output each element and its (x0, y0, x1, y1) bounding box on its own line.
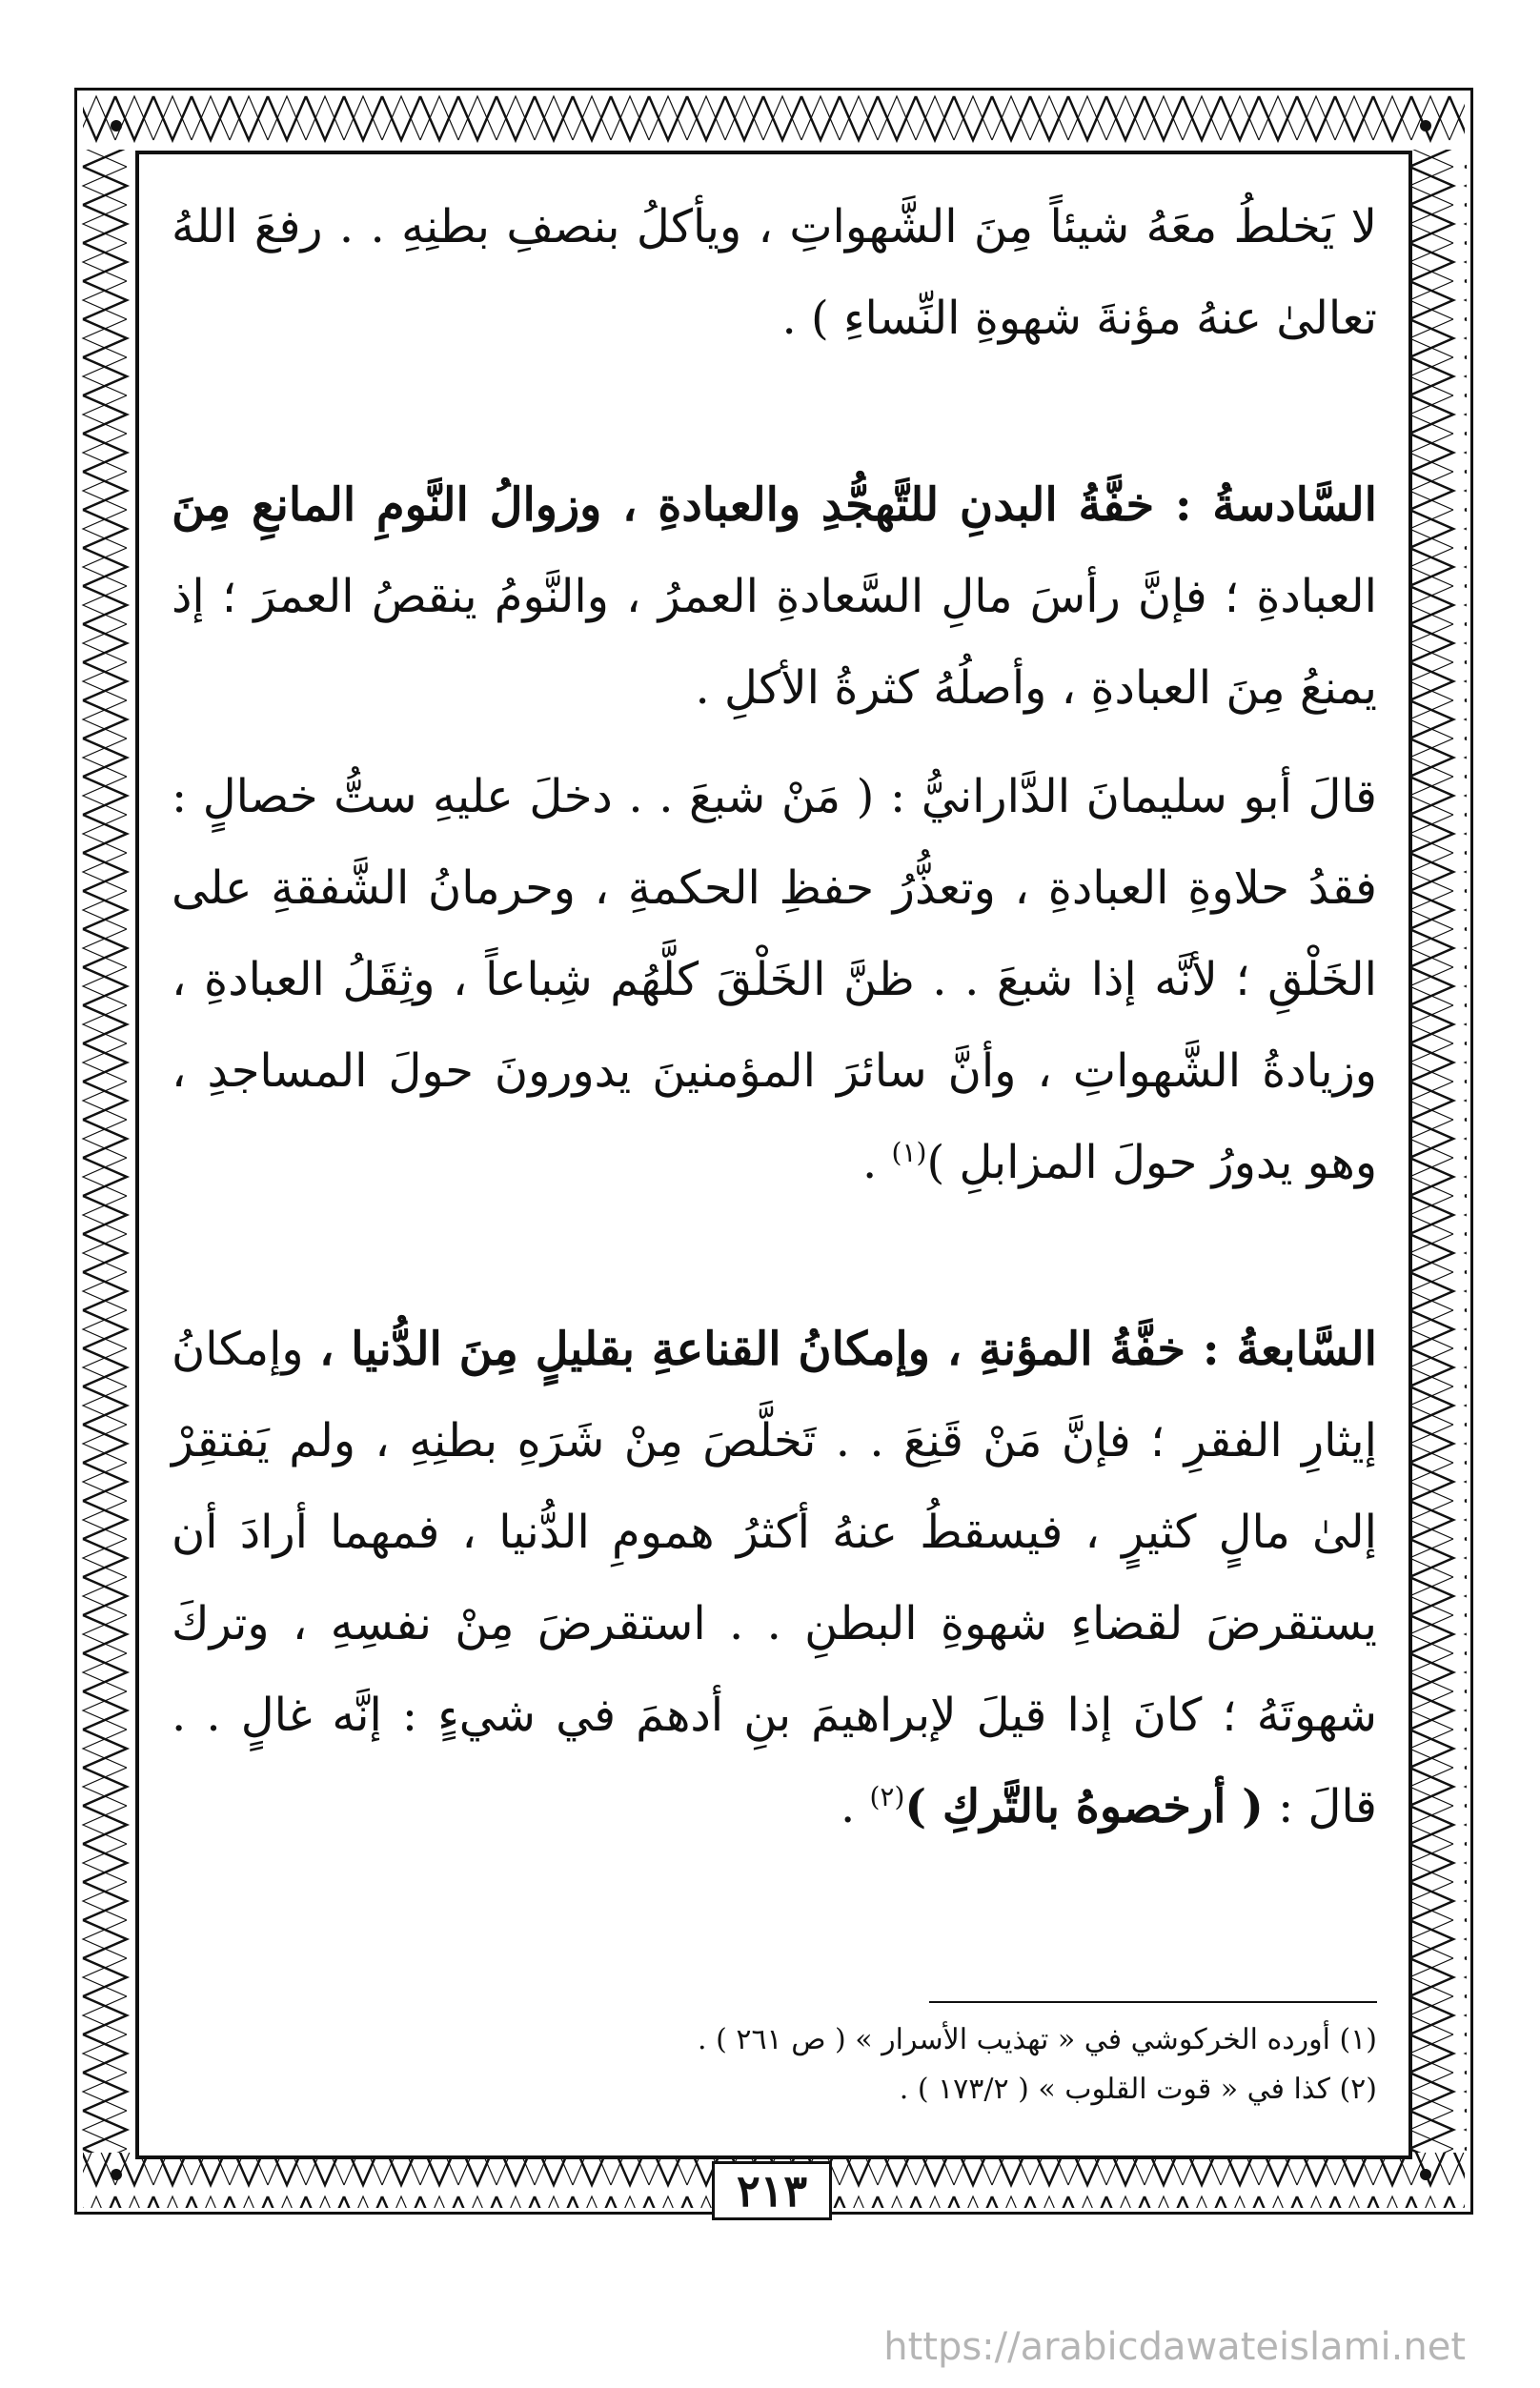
paragraph-1 (172, 181, 1377, 364)
paragraph-4-text: وإمكانُ إيثارِ الفقرِ ؛ فإنَّ مَنْ قَنِعَ . . تَخلَّصَ مِنْ شَرَهِ بطنِهِ ، ولم يَفتقِرْ إلىٰ مالٍ كثيرٍ ، فيسقطُ عنهُ أكثرُ همومِ الدُّنيا ، فمهما أرادَ أن يستقرضَ لقضاءِ شهوةِ البطنِ . . استقرضَ مِنْ نفسِهِ ، وتركَ شهوتَهُ ؛ كانَ إذا قيلَ لإبراهيمَ بنِ أدهمَ في شيءٍ : إنَّه غالٍ . . قالَ : (172, 1323, 1377, 1833)
footnote-1: (١) أورده الخركوشي في « تهذيب الأسرار » ( ص ٢٦١ ) . (698, 2023, 1377, 2056)
corner-ornament (1420, 120, 1431, 132)
footnote-2: (٢) كذا في « قوت القلوب » ( ١٧٣/٢ ) . (899, 2073, 1377, 2106)
watermark-url: https://arabicdawateislami.net (883, 2325, 1466, 2369)
paragraph-4-heading: السَّابعةُ : خفَّةُ المؤنةِ ، وإمكانُ القناعةِ بقليلٍ مِنَ الدُّنيا ، (318, 1323, 1377, 1376)
corner-ornament (111, 2169, 122, 2180)
corner-ornament (111, 120, 122, 132)
paragraph-1-line-2: تعالىٰ عنهُ مؤنةَ شهوةِ النِّساءِ ) . (781, 292, 1377, 345)
paragraph-2-text: العبادةِ ؛ فإنَّ رأسَ مالِ السَّعادةِ العمرُ ، والنَّومُ ينقصُ العمرَ ؛ إذ يمنعُ مِنَ العبادةِ ، وأصلُهُ كثرةُ الأكلِ . (172, 570, 1377, 715)
main-text (172, 181, 1377, 1852)
footnote-ref-1[interactable]: (١) (891, 1137, 927, 1168)
paragraph-2 (172, 459, 1377, 734)
footnote-divider (929, 2001, 1377, 2003)
corner-ornament (1420, 2169, 1431, 2180)
paragraph-4 (172, 1304, 1377, 1852)
footnotes (172, 2015, 1377, 2115)
paragraph-4-end: . (840, 1780, 870, 1833)
paragraph-4-quote: ( أرخصوهُ بالتَّركِ ) (904, 1780, 1264, 1833)
paragraph-2-heading: السَّادسةُ : خفَّةُ البدنِ للتَّهجُّدِ والعبادةِ ، وزوالُ النَّومِ المانعِ مِنَ (172, 478, 1377, 532)
paragraph-3 (172, 751, 1377, 1208)
footnote-ref-2[interactable]: (٢) (869, 1781, 905, 1812)
paragraph-1-line-1: لا يَخلطُ معَهُ شيئاً مِنَ الشَّهواتِ ، ويأكلُ بنصفِ بطنِهِ . . رفعَ اللهُ (172, 200, 1377, 253)
page-number: ٢١٣ (712, 2161, 832, 2220)
paragraph-3-text: قالَ أبو سليمانَ الدَّارانيُّ : ( مَنْ شبعَ . . دخلَ عليهِ ستُّ خصالٍ : فقدُ حلاوةِ العبادةِ ، وتعذُّرُ حفظِ الحكمةِ ، وحرمانُ الشَّفقةِ على الخَلْقِ ؛ لأنَّه إذا شبعَ . . ظنَّ الخَلْقَ كلَّهُم شِباعاً ، وثِقَلُ العبادةِ ، وزيادةُ الشَّهواتِ ، وأنَّ سائرَ المؤمنينَ يدورونَ حولَ المساجدِ ، وهو يدورُ حولَ المزابلِ ) (172, 770, 1377, 1189)
paragraph-3-end: . (862, 1136, 892, 1189)
